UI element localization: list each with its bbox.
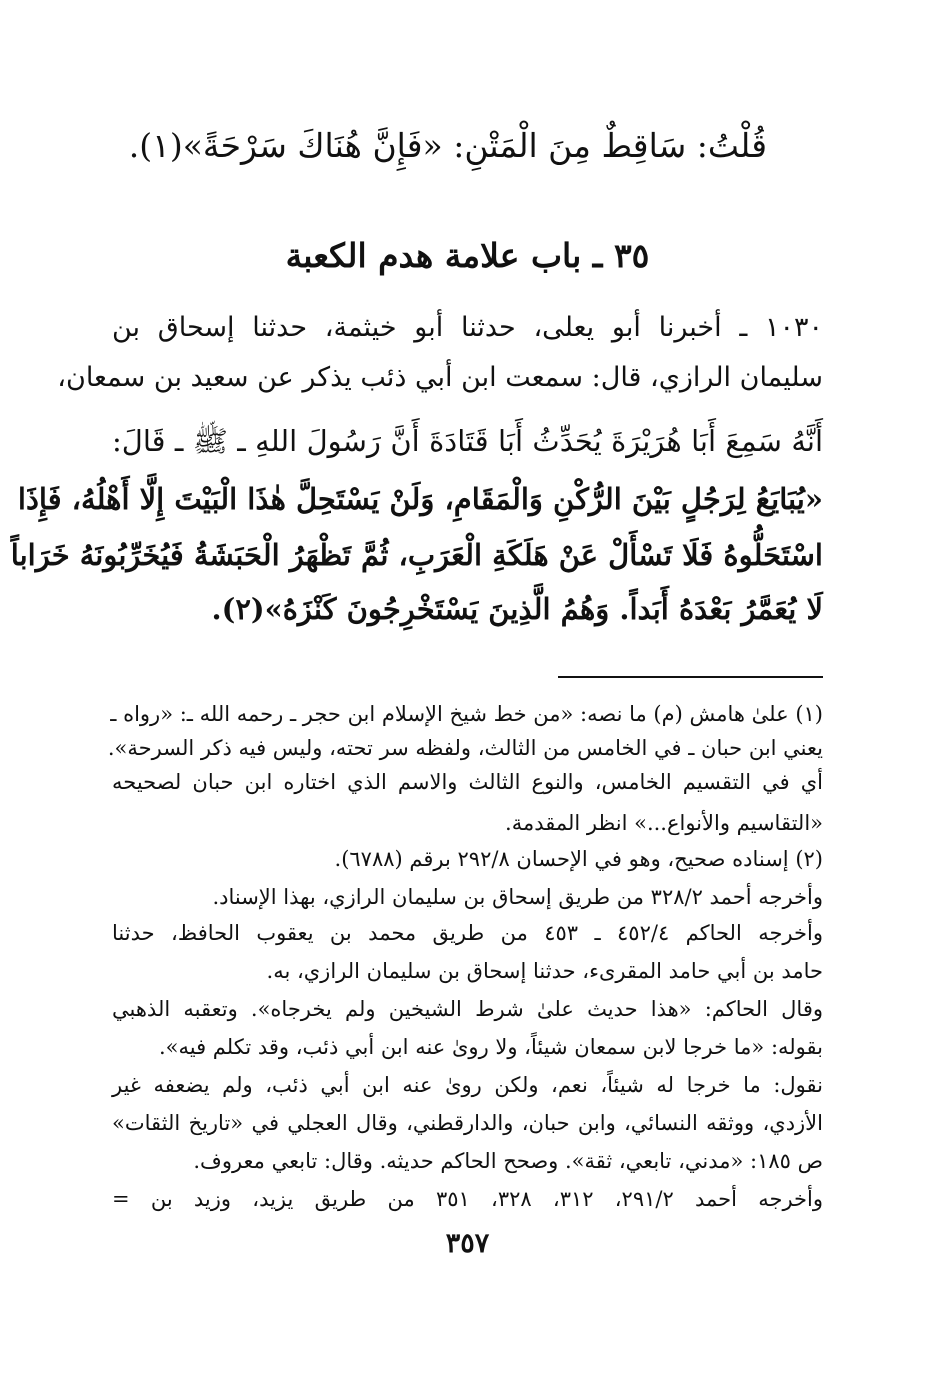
matn-line: اسْتَحَلُّوهُ فَلَا تَسْأَلْ عَنْ هَلَكَةِ الْعَرَبِ، ثُمَّ تَظْهَرُ الْحَبَشَةُ فَيُخَرِّبُونَهُ خَرَاباً [10, 538, 823, 572]
chapter-title: ٣٥ ـ باب علامة هدم الكعبة [285, 236, 650, 275]
footnote-line: وأخرجه الحاكم ٤٥٢/٤ ـ ٤٥٣ من طريق محمد بن يعقوب الحافظ، حدثنا [112, 921, 823, 945]
isnad-line: سليمان الرازي، قال: سمعت ابن أبي ذئب يذكر عن سعيد بن سمعان، [57, 362, 823, 393]
footnote-separator [558, 676, 823, 678]
matn-line: «يُبَايَعُ لِرَجُلٍ بَيْنَ الرُّكْنِ وَالْمَقَامِ، وَلَنْ يَسْتَحِلَّ هٰذَا الْبَيْتَ إِلَّا أَهْلُهُ، فَإِذَا [17, 482, 823, 516]
page-number: ٣٥٧ [445, 1228, 490, 1259]
isnad-line: ١٠٣٠ ـ أخبرنا أبو يعلى، حدثنا أبو خيثمة، حدثنا إسحاق بن [112, 312, 823, 343]
footnote-line: وقال الحاكم: «هذا حديث علىٰ شرط الشيخين ولم يخرجاه». وتعقبه الذهبي [112, 997, 823, 1021]
footnote-line: ص ١٨٥: «مدني، تابعي، ثقة». وصحح الحاكم حديثه. وقال: تابعي معروف. [193, 1149, 823, 1173]
footnote-line: حامد بن أبي حامد المقرىء، حدثنا إسحاق بن سليمان الرازي، به. [266, 959, 823, 983]
footnote-line: وأخرجه أحمد ٢٩١/٢، ٣١٢، ٣٢٨، ٣٥١ من طريق يزيد، وزيد بن = [112, 1187, 823, 1211]
footnote-line: الأزدي، ووثقه النسائي، وابن حبان، والدارقطني، وقال العجلي في «تاريخ الثقات» [112, 1111, 823, 1135]
footnote-line: (١) علىٰ هامش (م) ما نصه: «من خط شيخ الإسلام ابن حجر ـ رحمه الله ـ: «رواه ـ [110, 702, 823, 726]
footnote-line: «التقاسيم والأنواع...» انظر المقدمة. [505, 811, 823, 835]
matn-line: لَا يُعَمَّرُ بَعْدَهُ أَبَداً. وَهُمُ الَّذِينَ يَسْتَخْرِجُونَ كَنْزَهُ»(٢). [211, 592, 823, 626]
footnote-line: نقول: ما خرجا له شيئاً، نعم، ولكن روىٰ عنه ابن أبي ذئب، ولم يضعفه غير [112, 1073, 823, 1097]
footnote-line: أي في التقسيم الخامس، والنوع الثالث والاسم الذي اختاره ابن حبان لصحيحه [112, 770, 823, 794]
footnote-line: يعني ابن حبان ـ في الخامس من الثالث، ولفظه سر تحته، وليس فيه ذكر السرحة». [107, 736, 823, 760]
footnote-line: وأخرجه أحمد ٣٢٨/٢ من طريق إسحاق بن سليمان الرازي، بهذا الإسناد. [212, 885, 823, 909]
editor-comment: قُلْتُ: سَاقِطٌ مِنَ الْمَتْنِ: «فَإِنَّ هُنَاكَ سَرْحَةً»(١). [128, 126, 767, 165]
footnote-line: (٢) إسناده صحيح، وهو في الإحسان ٢٩٢/٨ برقم (٦٧٨٨). [334, 847, 823, 871]
matn-line: أَنَّهُ سَمِعَ أَبَا هُرَيْرَةَ يُحَدِّثُ أَبَا قَتَادَةَ أَنَّ رَسُولَ اللهِ ـ ﷺ ـ قَالَ: [112, 424, 823, 458]
footnote-line: بقوله: «ما خرجا لابن سمعان شيئاً، ولا روىٰ عنه ابن أبي ذئب، وقد تكلم فيه». [158, 1035, 823, 1059]
